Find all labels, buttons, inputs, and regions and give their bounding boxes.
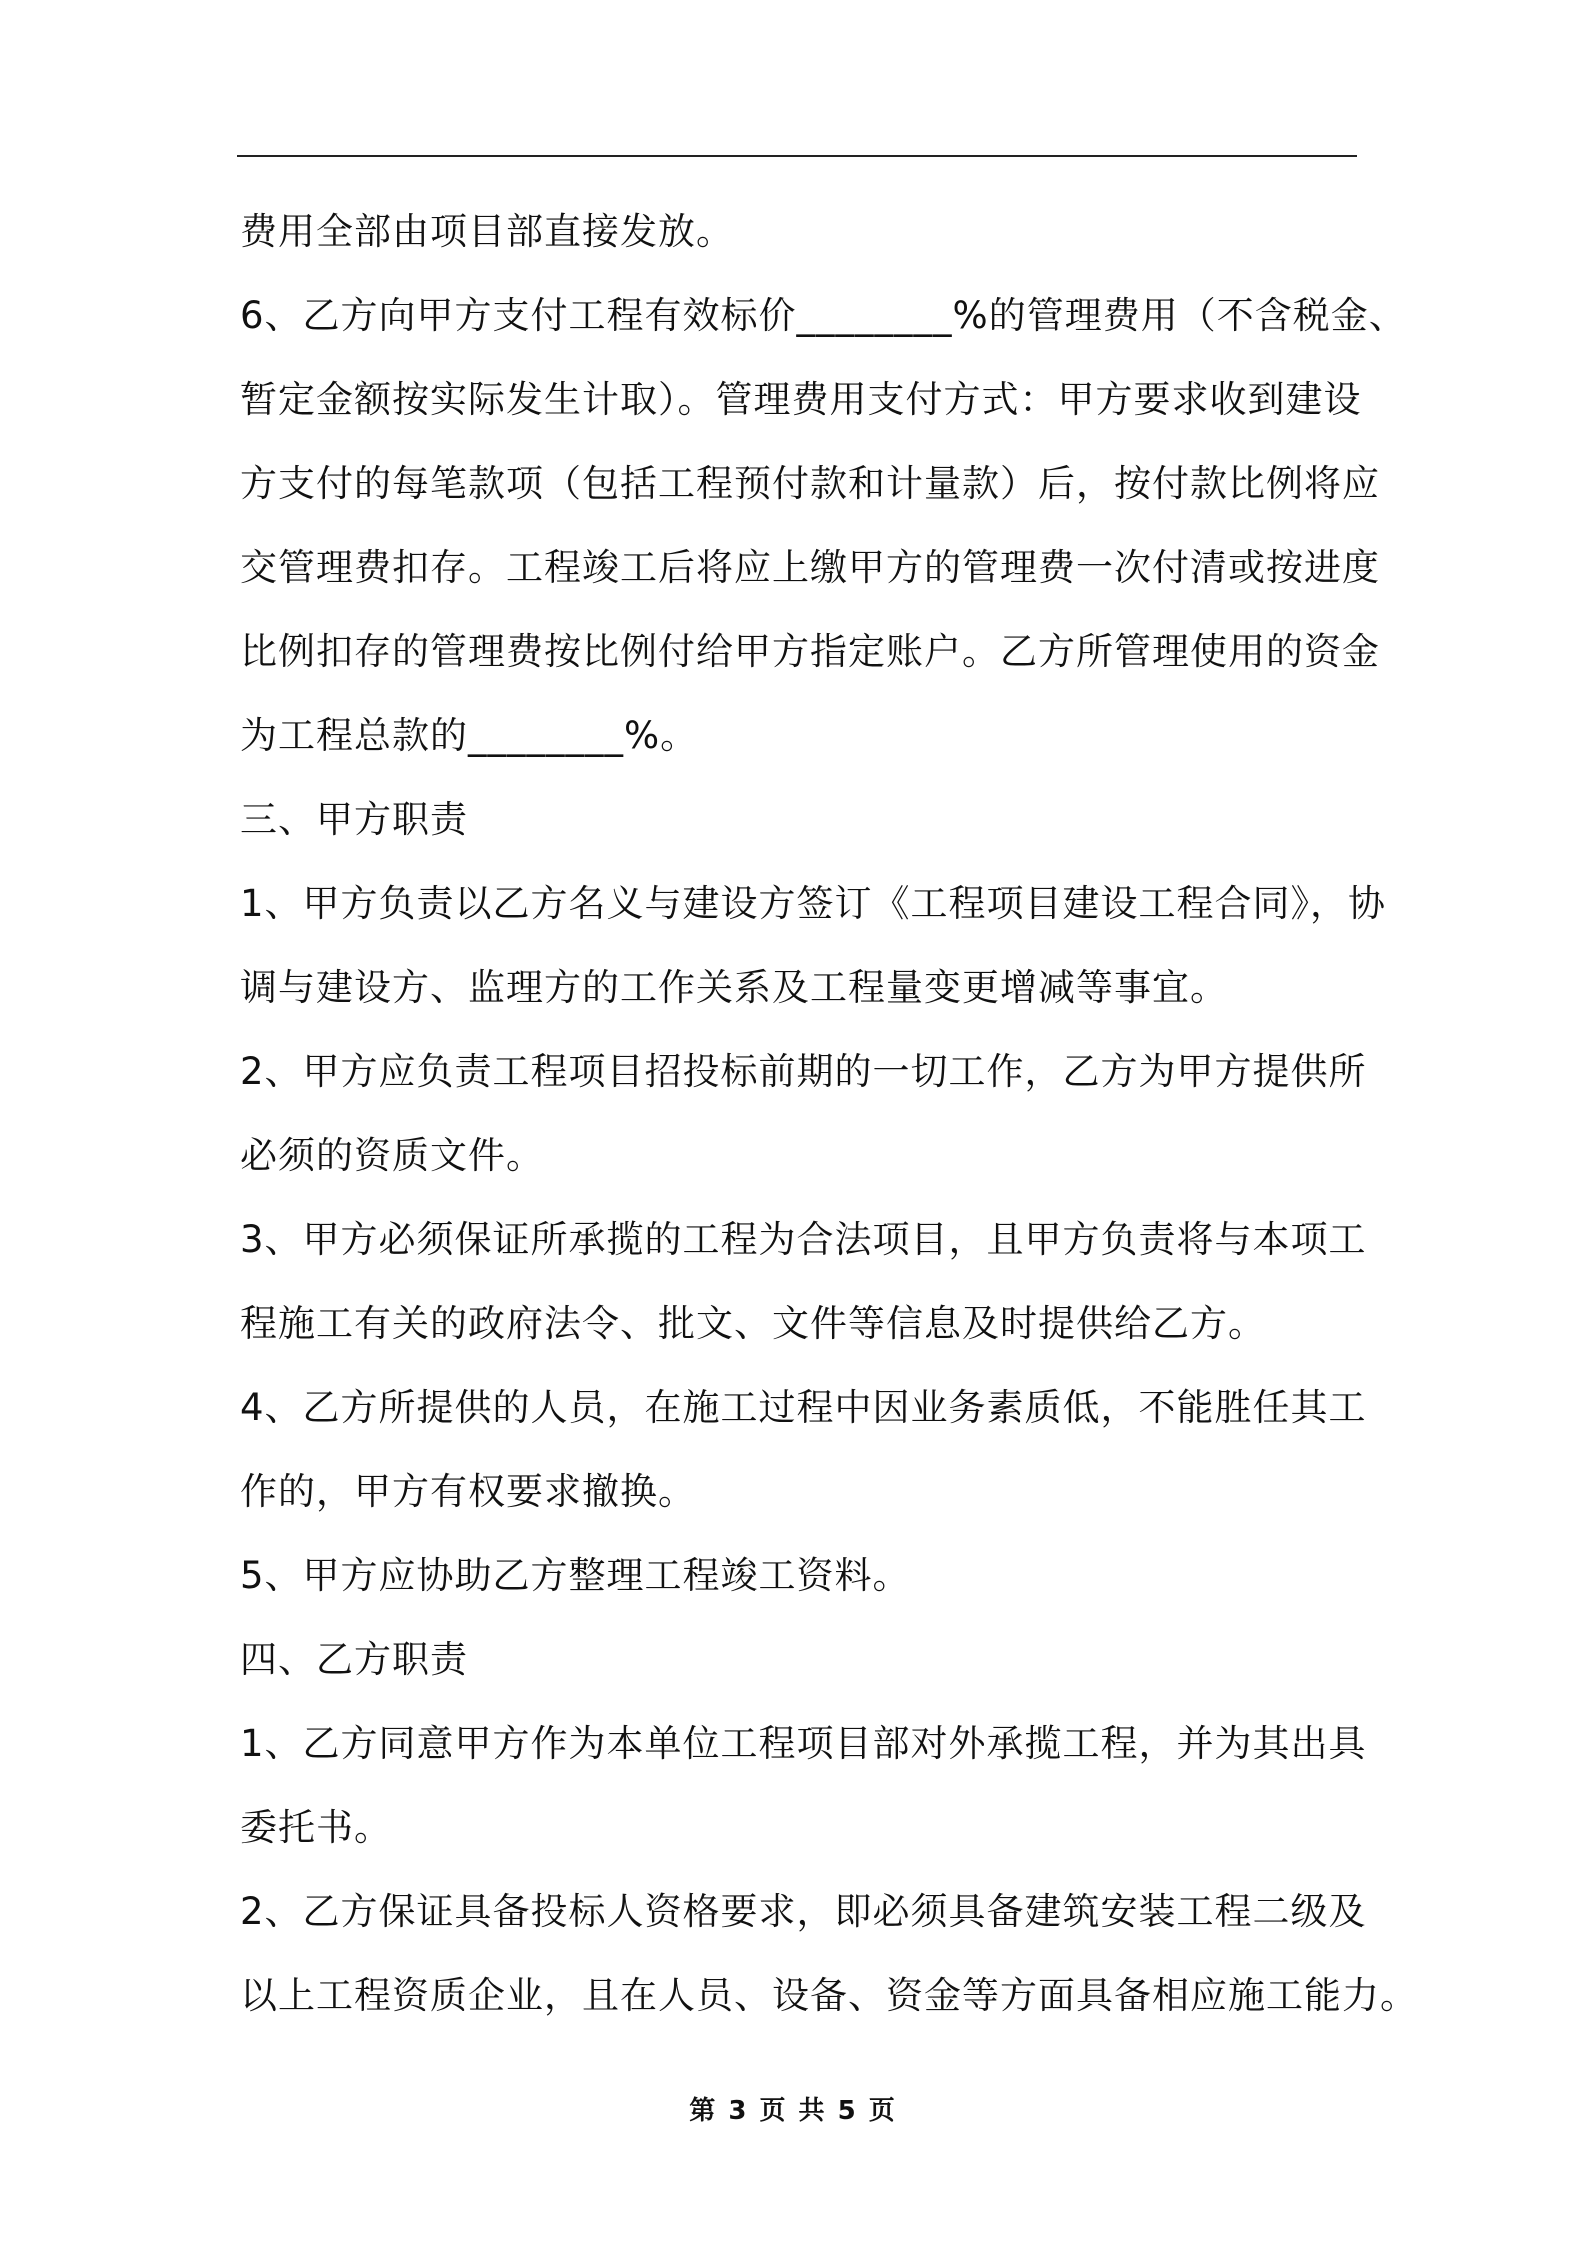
text-line: 为工程总款的________%。 [240,714,699,757]
text-line: 1、甲方负责以乙方名义与建设方签订《工程项目建设工程合同》，协 [240,882,1387,925]
section-heading: 四、乙方职责 [240,1638,468,1681]
text-line: 2、乙方保证具备投标人资格要求，即必须具备建筑安装工程二级及 [240,1890,1367,1933]
section-heading: 三、甲方职责 [240,798,468,841]
text-line: 3、甲方必须保证所承揽的工程为合法项目，且甲方负责将与本项工 [240,1218,1367,1261]
text-line: 委托书。 [240,1806,392,1849]
text-line: 以上工程资质企业，且在人员、设备、资金等方面具备相应施工能力。 [240,1974,1418,2017]
text-line: 程施工有关的政府法令、批文、文件等信息及时提供给乙方。 [240,1302,1266,1345]
header-rule [237,155,1357,157]
text-line: 比例扣存的管理费按比例付给甲方指定账户。乙方所管理使用的资金 [240,630,1380,673]
text-line: 6、乙方向甲方支付工程有效标价________%的管理费用（不含税金、 [240,294,1407,337]
text-line: 4、乙方所提供的人员，在施工过程中因业务素质低，不能胜任其工 [240,1386,1367,1429]
text-line: 必须的资质文件。 [240,1134,544,1177]
text-line: 5、甲方应协助乙方整理工程竣工资料。 [240,1554,911,1597]
text-line: 作的，甲方有权要求撤换。 [240,1470,696,1513]
text-line: 交管理费扣存。工程竣工后将应上缴甲方的管理费一次付清或按进度 [240,546,1380,589]
text-line: 费用全部由项目部直接发放。 [240,210,734,253]
text-line: 2、甲方应负责工程项目招投标前期的一切工作，乙方为甲方提供所 [240,1050,1367,1093]
text-line: 方支付的每笔款项（包括工程预付款和计量款）后，按付款比例将应 [240,462,1380,505]
text-line: 暂定金额按实际发生计取）。管理费用支付方式：甲方要求收到建设 [240,378,1362,421]
document-body [240,190,1418,2038]
page-number-footer: 第 3 页 共 5 页 [689,2096,897,2126]
text-line: 调与建设方、监理方的工作关系及工程量变更增减等事宜。 [240,966,1228,1009]
text-line: 1、乙方同意甲方作为本单位工程项目部对外承揽工程，并为其出具 [240,1722,1367,1765]
